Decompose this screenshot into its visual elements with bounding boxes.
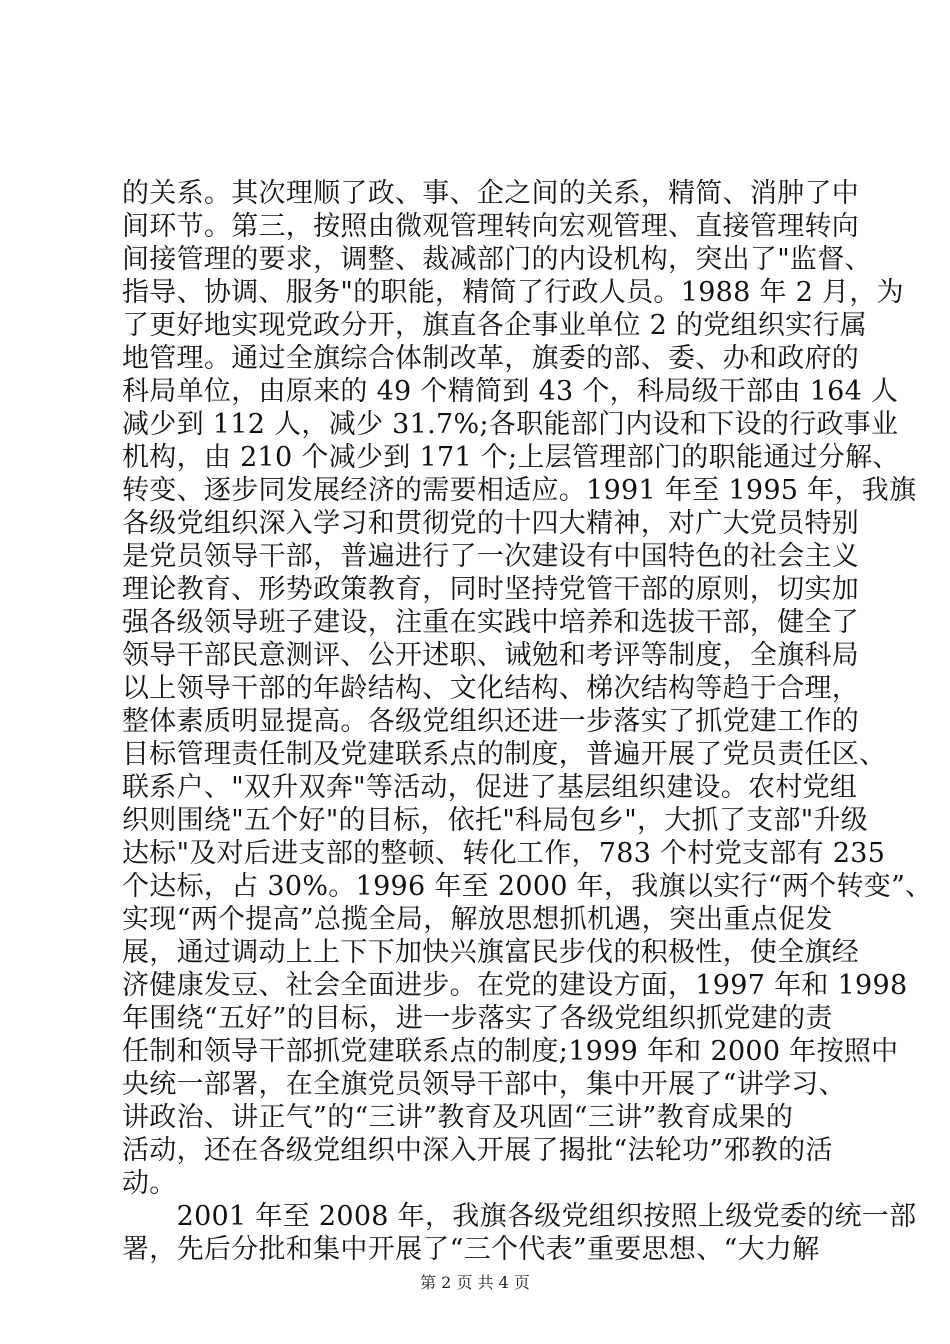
text-line: 联系户、"双升双奔"等活动，促进了基层组织建设。农村党组 — [122, 772, 858, 803]
text-line: 动。 — [122, 1168, 177, 1199]
text-line: 了更好地实现党政分开，旗直各企事业单位 2 的党组织实行属 — [122, 310, 868, 341]
text-line: 个达标，占 30%。1996 年至 2000 年，我旗以实行“两个转变”、 — [122, 871, 933, 902]
text-line: 济健康发豆、社会全面进步。在党的建设方面，1997 年和 1998 — [122, 970, 908, 1001]
text-line: 以上领导干部的年龄结构、文化结构、梯次结构等趋于合理， — [122, 673, 860, 704]
text-line: 指导、协调、服务"的职能，精简了行政人员。1988 年 2 月，为 — [122, 277, 904, 308]
text-line: 各级党组织深入学习和贯彻党的十四大精神，对广大党员特别 — [122, 508, 860, 539]
text-line: 展，通过调动上上下下加快兴旗富民步伐的积极性，使全旗经 — [122, 937, 860, 968]
text-line: 实现“两个提高”总揽全局，解放思想抓机遇，突出重点促发 — [122, 904, 833, 935]
text-line: 地管理。通过全旗综合体制改革，旗委的部、委、办和政府的 — [122, 343, 860, 374]
text-line: 间接管理的要求，调整、裁减部门的内设机构，突出了"监督、 — [122, 244, 872, 275]
text-line: 科局单位，由原来的 49 个精简到 43 个，科局级干部由 164 人 — [122, 376, 899, 407]
text-line: 理论教育、形势政策教育，同时坚持党管干部的原则，切实加 — [122, 574, 860, 605]
text-line: 目标管理责任制及党建联系点的制度，普遍开展了党员责任区、 — [122, 739, 887, 770]
text-line: 整体素质明显提高。各级党组织还进一步落实了抓党建工作的 — [122, 706, 860, 737]
page-number-footer: 第 2 页 共 4 页 — [420, 1273, 530, 1292]
text-line: 转变、逐步同发展经济的需要相适应。1991 年至 1995 年，我旗 — [122, 475, 917, 506]
text-line: 年围绕“五好”的目标，进一步落实了各级党组织抓党建的责 — [122, 1003, 833, 1034]
body-text — [122, 177, 933, 1266]
text-line: 达标"及对后进支部的整顿、转化工作，783 个村党支部有 235 — [122, 838, 886, 869]
text-line: 强各级领导班子建设，注重在实践中培养和选拔干部，健全了 — [122, 607, 860, 638]
text-line: 活动，还在各级党组织中深入开展了揭批“法轮功”邪教的活 — [122, 1135, 833, 1166]
text-line: 织则围绕"五个好"的目标，依托"科局包乡"，大抓了支部"升级 — [122, 805, 869, 836]
text-line: 机构，由 210 个减少到 171 个;上层管理部门的职能通过分解、 — [122, 442, 900, 473]
text-line: 2001 年至 2008 年，我旗各级党组织按照上级党委的统一部 — [122, 1201, 917, 1232]
text-line: 央统一部署，在全旗党员领导干部中，集中开展了“讲学习、 — [122, 1069, 846, 1100]
text-line: 讲政治、讲正气”的“三讲”教育及巩固“三讲”教育成果的 — [122, 1102, 794, 1133]
text-line: 署，先后分批和集中开展了“三个代表”重要思想、“大力解 — [122, 1234, 820, 1265]
text-line: 领导干部民意测评、公开述职、诫勉和考评等制度，全旗科局 — [122, 640, 860, 671]
text-line: 任制和领导干部抓党建联系点的制度;1999 年和 2000 年按照中 — [122, 1036, 899, 1067]
text-line: 是党员领导干部，普遍进行了一次建设有中国特色的社会主义 — [122, 541, 860, 572]
text-line: 减少到 112 人，减少 31.7%;各职能部门内设和下设的行政事业 — [122, 409, 899, 440]
text-line: 的关系。其次理顺了政、事、企之间的关系，精简、消肿了中 — [122, 178, 860, 209]
text-line: 间环节。第三，按照由微观管理转向宏观管理、直接管理转向 — [122, 211, 860, 242]
